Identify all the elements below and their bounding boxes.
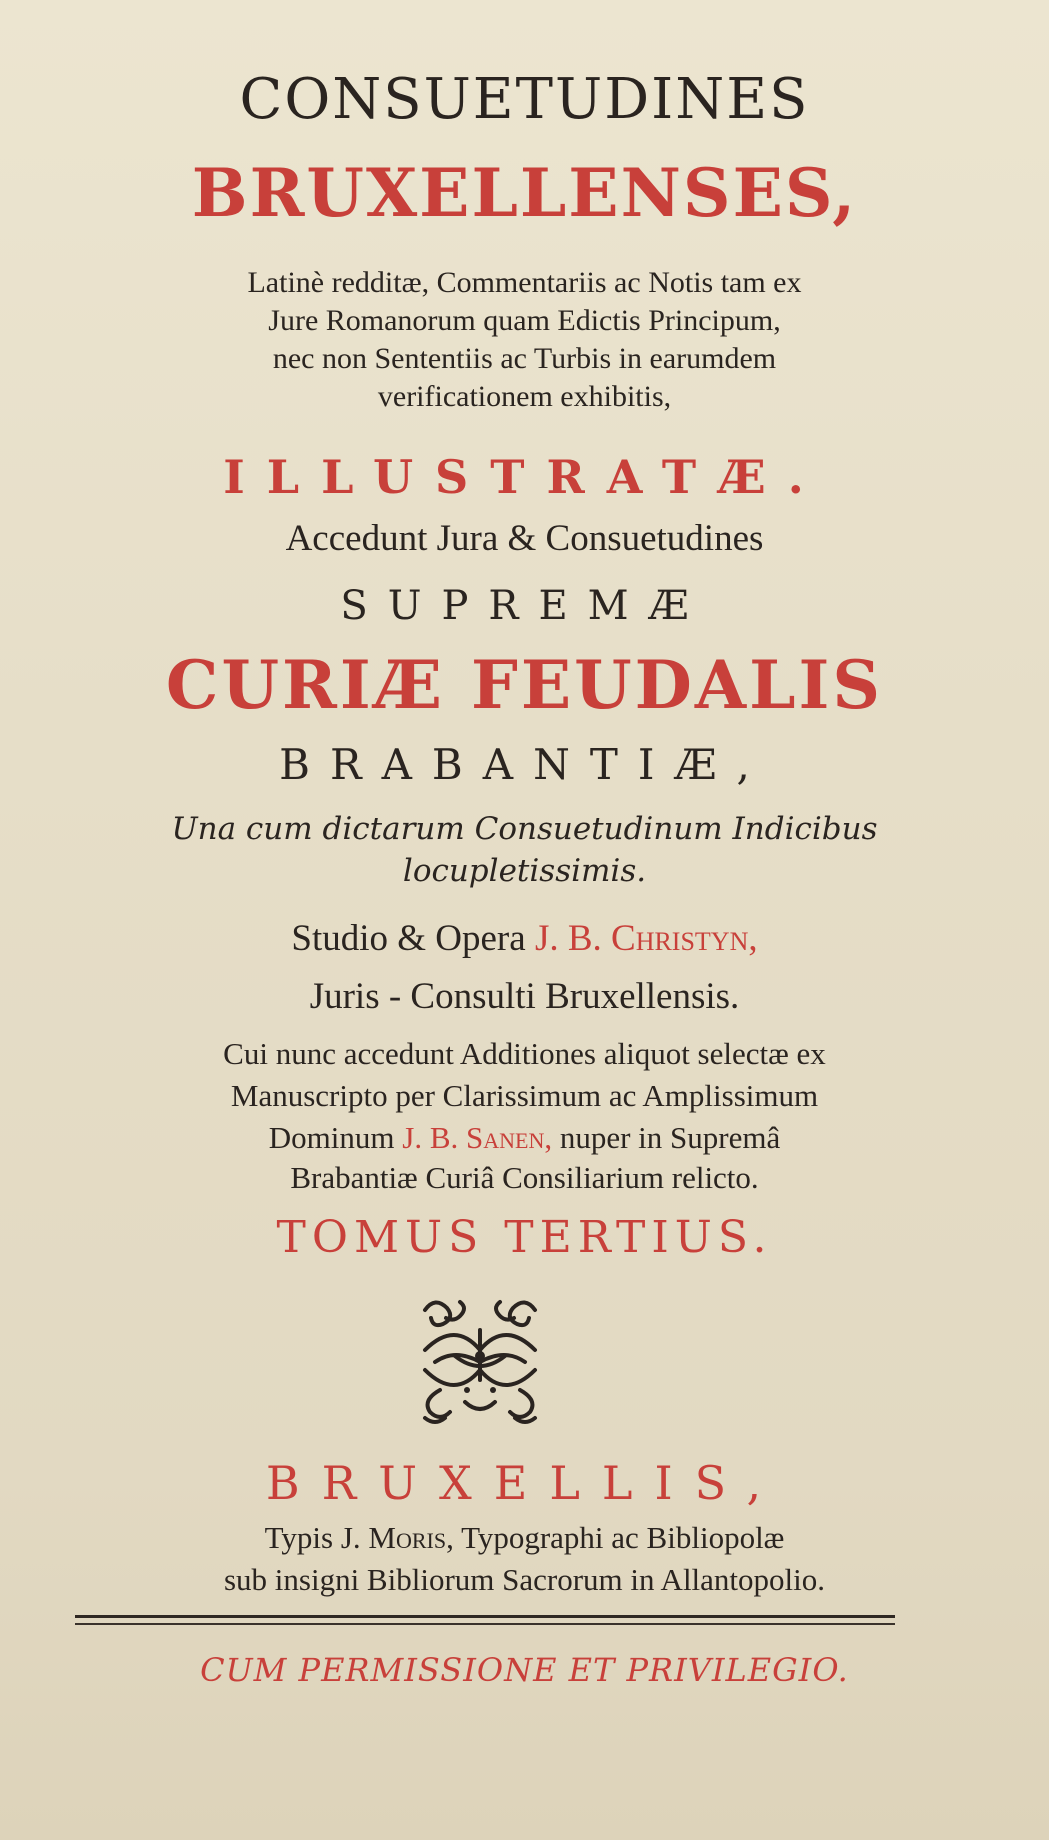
description-line-3: nec non Sententiis ac Turbis in earumdem [272, 342, 777, 375]
curiae-feudalis-heading: CURIÆ FEUDALIS [165, 646, 884, 724]
additions-sanen-name: J. B. Sanen, [402, 1120, 553, 1155]
additions-line-1: Cui nunc accedunt Additiones aliquot selectæ ex [223, 1036, 826, 1071]
additions-line-3-prefix: Dominum [268, 1120, 395, 1155]
double-rule-bottom [75, 1623, 895, 1625]
imprint-line-2: sub insigni Bibliorum Sacrorum in Allantopolio. [223, 1562, 826, 1597]
additions-line-2: Manuscripto per Clarissimum ac Amplissimum [230, 1078, 819, 1113]
accedunt-line: Accedunt Jura & Consuetudines [285, 518, 764, 559]
indices-line-2: locupletissimis. [402, 853, 647, 889]
author-prefix: Studio & Opera [291, 918, 526, 959]
volume-heading: TOMUS TERTIUS. [276, 1212, 773, 1263]
description-line-2: Jure Romanorum quam Edictis Principum, [268, 304, 781, 337]
double-rule-top [75, 1615, 895, 1618]
imprint-place: BRUXELLIS, [265, 1456, 784, 1510]
imprint-prefix: Typis [264, 1520, 334, 1555]
description-line-4: verificationem exhibitis, [377, 380, 672, 413]
additions-line-4: Brabantiæ Curiâ Consiliarium relicto. [290, 1160, 759, 1195]
imprint-suffix: Typographi ac Bibliopolæ [461, 1520, 785, 1555]
imprint-printer-name: J. Moris, [340, 1520, 454, 1555]
author-title: Juris - Consulti Bruxellensis. [309, 976, 740, 1017]
description-line-1: Latinè redditæ, Commentariis ac Notis tam ex [247, 266, 802, 299]
printer-fleuron-ornament-icon [405, 1290, 555, 1430]
supremae-heading: SUPREMÆ [340, 583, 709, 629]
author-line [0, 920, 1049, 957]
brabantiae-heading: BRABANTIÆ, [279, 740, 770, 789]
illustratae-heading: ILLUSTRATÆ. [223, 450, 826, 504]
additions-line-3-suffix: nuper in Supremâ [559, 1120, 781, 1155]
indices-line-1: Una cum dictarum Consuetudinum Indicibus [171, 811, 878, 847]
additions-line-3 [0, 1122, 1049, 1153]
title-line-2: BRUXELLENSES, [191, 154, 858, 232]
imprint-line-1 [0, 1522, 1049, 1553]
privilege-line: CUM PERMISSIONE ET PRIVILEGIO. [200, 1651, 849, 1689]
title-line-1: CONSUETUDINES [239, 67, 810, 132]
author-name: J. B. Christyn, [534, 918, 758, 959]
